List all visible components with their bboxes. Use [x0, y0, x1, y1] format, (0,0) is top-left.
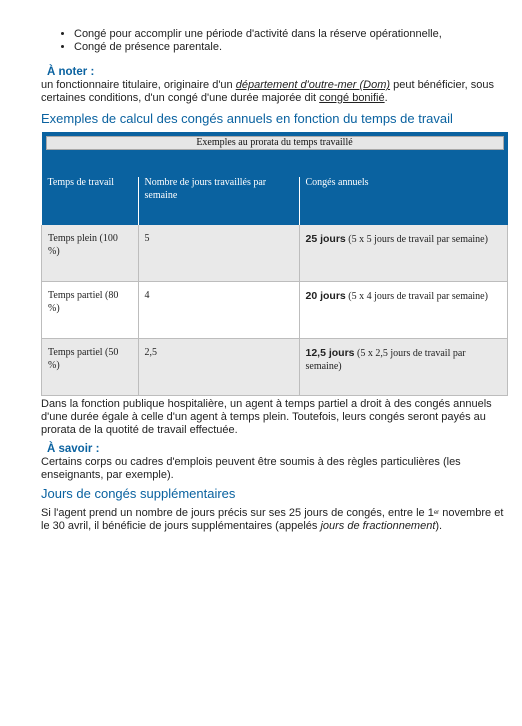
leave-type-list — [41, 28, 508, 54]
section-title-calcul: Exemples de calcul des congés annuels en fonction du temps de travail — [41, 111, 453, 126]
note-text: peut bénéficier, sous certaines conditions, d'un congé d'une durée majorée dit — [41, 79, 495, 104]
column-header-temps: Temps de travail — [42, 177, 139, 225]
table-cell: Temps partiel (50 %) — [42, 339, 139, 396]
hospital-paragraph: Dans la fonction publique hospitalière, un agent à temps partiel a droit à des congés annuels d'une durée égale à celle d'un agent à temps plein. Toutefois, leurs congés seront payés au prorata de la quotité de travail effectuée. — [41, 398, 492, 436]
table-row — [42, 282, 508, 339]
extra-italic: jours de fractionnement — [320, 520, 436, 532]
note-paragraph — [41, 79, 508, 105]
note-text: un fonctionnaire titulaire, originaire d'un — [41, 79, 236, 91]
savoir-heading: À savoir : — [47, 443, 100, 455]
note-text: . — [384, 92, 388, 104]
extra-text: ). — [435, 520, 443, 532]
column-header-jours: Nombre de jours travaillés par semaine — [138, 177, 299, 225]
note-heading: À noter : — [47, 66, 95, 78]
conges-value: 12,5 jours — [305, 347, 355, 359]
extra-text: Si l'agent prend un nombre de jours précis sur ses 25 jours de congés, entre le 1 — [41, 507, 434, 519]
table-cell: 2,5 — [138, 339, 299, 396]
extra-paragraph — [41, 507, 508, 533]
table-row — [42, 225, 508, 282]
list-item: • Congé de présence parentale. — [74, 41, 508, 54]
list-item: • Congé pour accomplir une période d'activité dans la réserve opérationnelle, — [74, 28, 508, 41]
table-caption: Exemples au prorata du temps travaillé — [46, 136, 504, 150]
superscript: er — [433, 510, 440, 516]
table-cell: 5 — [138, 225, 299, 282]
conges-table — [41, 132, 508, 396]
dom-link[interactable]: département d'outre-mer (Dom) — [235, 79, 391, 91]
conges-value: 20 jours — [305, 290, 346, 302]
table-cell: Temps plein (100 %) — [42, 225, 139, 282]
column-header-conges: Congés annuels — [299, 177, 508, 225]
section-title-supplementaires: Jours de congés supplémentaires — [41, 486, 236, 501]
conges-detail: (5 x 5 jours de travail par semaine) — [345, 234, 488, 245]
conges-value: 25 jours — [305, 233, 346, 245]
table-cell — [299, 339, 508, 396]
document-page — [41, 28, 508, 533]
extra-text: novembre et le 30 avril, il bénéficie de jours supplémentaires (appelés — [41, 507, 504, 532]
table-cell — [299, 225, 508, 282]
table-cell: Temps partiel (80 %) — [42, 282, 139, 339]
conge-bonifie-link[interactable]: congé bonifié — [319, 92, 385, 104]
savoir-paragraph: Certains corps ou cadres d'emplois peuvent être soumis à des règles particulières (les enseignants, par exemple). — [41, 456, 461, 481]
table-cell: 4 — [138, 282, 299, 339]
table-row — [42, 339, 508, 396]
conges-detail: (5 x 4 jours de travail par semaine) — [345, 291, 488, 302]
table-cell — [299, 282, 508, 339]
conges-detail: (5 x 2,5 jours de travail par semaine) — [305, 348, 466, 372]
